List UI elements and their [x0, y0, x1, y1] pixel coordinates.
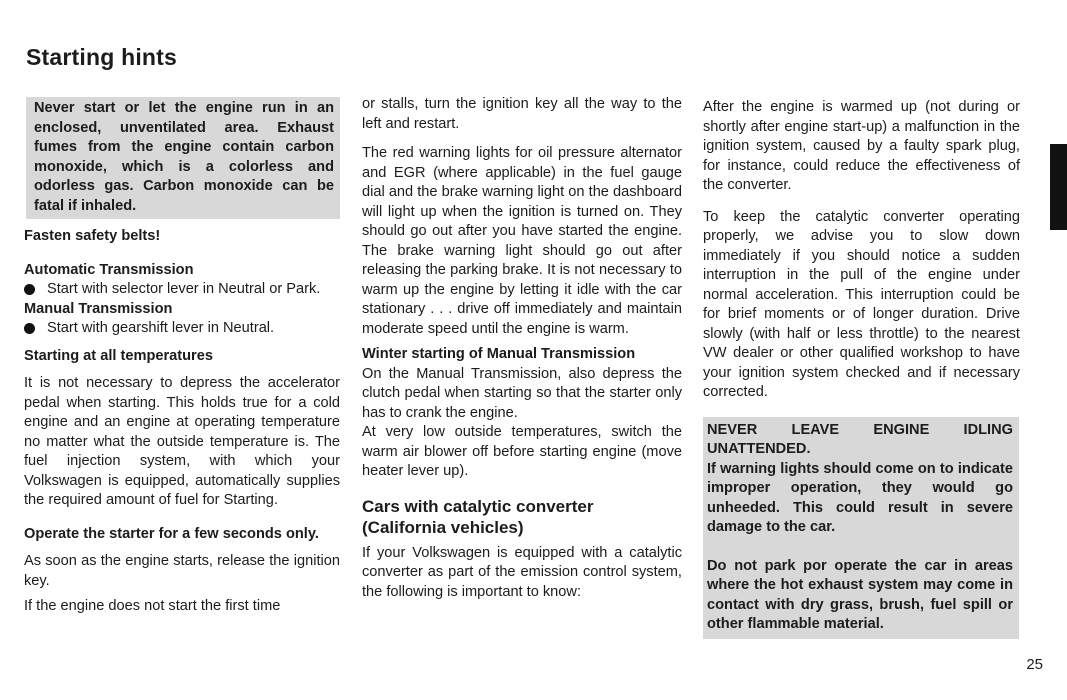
automatic-bullet-text: Start with selector lever in Neutral or Park.: [47, 281, 321, 297]
carbon-monoxide-warning: [26, 97, 340, 219]
parking-warning: Do not park por operate the car in areas where the hot exhaust system may come in contact with dry grass, brush, fuel spill or other flammable material.: [707, 557, 1013, 632]
all-temperatures-text: It is not necessary to depress the accelerator pedal when starting. This holds true for a cold engine and an engine at operating temperature no matter what the outside temperature is. The fuel injection system, with which your Volkswagen is equipped, automatically supplies the required amount of fuel for Starting.: [24, 375, 340, 508]
keep-converter-text: To keep the catalytic converter operating properly, we advise you to slow down immediately if you should notice a sudden interruption in the pull of the engine under normal acceleration. This interruption could be for brief moments or of longer duration. Drive slowly (with half or less throttle) to the nearest VW dealer or other qualified workshop to have your ignition system checked and if necessary corrected.: [703, 208, 1020, 400]
bullet-icon: [24, 284, 35, 295]
catalytic-heading-line-2: (California vehicles): [362, 517, 524, 537]
page-title: Starting hints: [26, 44, 178, 70]
thumb-index-tab: [1050, 144, 1067, 230]
release-key-text: As soon as the engine starts, release the ignition key.: [24, 553, 340, 589]
catalytic-heading-line-1: Cars with catalytic converter: [362, 496, 594, 516]
manual-transmission-heading: Manual Transmission: [24, 300, 173, 317]
warning-lights-text: The red warning lights for oil pressure alternator and EGR (where applicable) in the fuel gauge dial and the brake warning light on the dashboard will light up when the ignition is turned on. They should go out after you have started the engine. The brake warning light should go out after releasing the parking brake. It is not necessary to warm up the engine by letting it idle with the car stationary . . . drive off immediately and maintain moderate speed until the engine is warm.: [362, 145, 682, 337]
catalytic-converter-text: If your Volkswagen is equipped with a catalytic converter as part of the emission control system, the following is important to know:: [362, 544, 682, 600]
winter-starting-heading: Winter starting of Manual Transmission: [362, 346, 636, 362]
idling-warning-title: NEVER LEAVE ENGINE IDLING UNATTENDED.: [707, 421, 1013, 457]
engine-warmed-text: After the engine is warmed up (not during or shortly after engine start-up) a malfunction in the ignition system, caused by a faulty spark plug, for instance, could reduce the effectiveness of the converter.: [703, 99, 1020, 193]
column-left: [24, 97, 340, 617]
stalls-text: or stalls, turn the ignition key all the way to the left and restart.: [362, 96, 682, 132]
cold-weather-text: At very low outside temperatures, switch the warm air blower off before starting engine (move heater lever up).: [362, 424, 682, 479]
page-number: 25: [1026, 656, 1043, 673]
bullet-icon: [24, 323, 35, 334]
no-start-text: If the engine does not start the first time: [24, 598, 281, 614]
warning-lights-warning: If warning lights should come on to indicate improper operation, they would go unheeded. This could result in severe damage to the car.: [707, 460, 1013, 535]
column-right: [703, 98, 1020, 639]
column-middle: [362, 95, 682, 602]
all-temperatures-heading: Starting at all temperatures: [24, 347, 213, 364]
manual-bullet-text: Start with gearshift lever in Neutral.: [47, 320, 275, 336]
winter-starting-text: On the Manual Transmission, also depress the clutch pedal when starting so that the starter only has to crank the engine.: [362, 365, 682, 421]
idling-warning-box: [703, 417, 1019, 639]
operate-starter-heading: Operate the starter for a few seconds only.: [24, 525, 319, 542]
seatbelt-notice: Fasten safety belts!: [24, 228, 161, 244]
warning-text: Never start or let the engine run in an enclosed, unventilated area. Exhaust fumes from the engine contain carbon monoxide, which is a colorless and odorless gas. Carbon monoxide can be fatal if inhaled.: [34, 100, 334, 214]
automatic-transmission-heading: Automatic Transmission: [24, 261, 194, 278]
manual-bullet-item: [24, 319, 340, 339]
catalytic-converter-heading: [362, 496, 682, 538]
automatic-bullet-item: [24, 280, 340, 300]
